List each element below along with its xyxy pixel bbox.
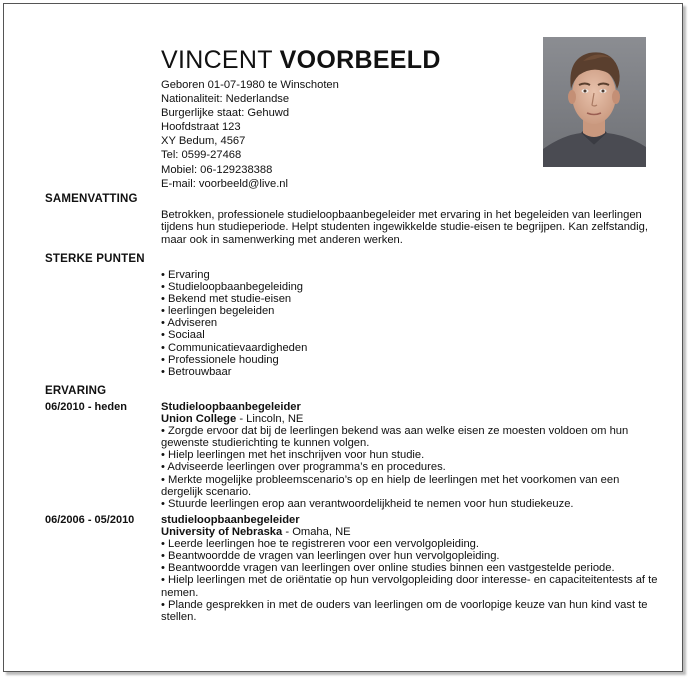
list-item: • Professionele houding [161, 353, 279, 366]
strengths-heading: STERKE PUNTEN [45, 253, 145, 265]
job-title: studieloopbaanbegeleider [161, 514, 300, 526]
list-item: • Zorgde ervoor dat bij de leerlingen bekend was aan welke eisen ze moesten voldoen om hun gewenste studierichting te kunnen volgen. [161, 425, 629, 450]
contact-line: Tel: 0599-27468 [161, 149, 242, 162]
candidate-name [161, 46, 441, 75]
job-location: - Omaha, NE [282, 526, 351, 539]
list-item: • Communicatievaardigheden [161, 341, 308, 354]
job-entry [161, 401, 661, 510]
list-item: • Hielp leerlingen met het inschrijven voor hun studie. [161, 449, 425, 462]
list-item: • Stuurde leerlingen erop aan verantwoordelijkheid te nemen voor hun studiekeuze. [161, 497, 574, 510]
list-item: • Plande gesprekken in met de ouders van leerlingen om de voorlopige keuze van hun kind vast te stellen. [161, 598, 648, 623]
list-item: • Studieloopbaanbegeleiding [161, 281, 304, 294]
job-employer: University of Nebraska [161, 526, 283, 539]
job-bullets [161, 425, 661, 510]
profile-photo [543, 37, 646, 167]
contact-line: Burgerlijke staat: Gehuwd [161, 107, 290, 120]
list-item: • Hielp leerlingen met de oriëntatie op hun vervolgopleiding door interesse- en capaciteitentests af te nemen. [161, 574, 658, 599]
list-item: • Adviseren [161, 317, 218, 330]
contact-details [161, 78, 339, 191]
resume-page [3, 3, 683, 672]
list-item: • Beantwoordde vragen van leerlingen over online studies binnen een vastgestelde periode. [161, 562, 615, 575]
list-item: • Merkte mogelijke probleemscenario’s op en hielp de leerlingen met het voorkomen van een dergelijk scenario. [161, 473, 620, 498]
job-employer-line [161, 413, 661, 425]
first-name: VINCENT [161, 46, 273, 74]
contact-line: Hoofdstraat 123 [161, 121, 241, 134]
summary-text: Betrokken, professionele studieloopbaanbegeleider met ervaring in het begeleiden van leerlingen tijdens hun studieperiode. Helpt studenten ingewikkelde studie-eisen te begrijpen. Kan zelfstandig, maar ook in samenwerking met anderen werken. [161, 209, 648, 246]
experience-heading: ERVARING [45, 385, 107, 397]
list-item: • leerlingen begeleiden [161, 305, 275, 318]
job-employer-line [161, 526, 661, 538]
contact-line: Mobiel: 06-129238388 [161, 163, 273, 176]
list-item: • Beantwoordde de vragen van leerlingen over hun vervolgopleiding. [161, 550, 500, 563]
list-item: • Bekend met studie-eisen [161, 293, 292, 306]
contact-line: Nationaliteit: Nederlandse [161, 93, 290, 106]
list-item: • Ervaring [161, 269, 210, 281]
job-bullets [161, 538, 661, 623]
contact-line: XY Bedum, 4567 [161, 135, 246, 148]
job-title: Studieloopbaanbegeleider [161, 401, 301, 413]
list-item: • Leerde leerlingen hoe te registreren voor een vervolgopleiding. [161, 538, 479, 551]
job-employer: Union College [161, 413, 237, 426]
contact-line: Geboren 01-07-1980 te Winschoten [161, 79, 339, 91]
job-date: 06/2010 - heden [45, 401, 127, 413]
last-name: VOORBEELD [279, 46, 441, 74]
list-item: • Adviseerde leerlingen over programma’s en procedures. [161, 461, 446, 474]
strengths-list [161, 269, 307, 378]
list-item: • Betrouwbaar [161, 365, 232, 378]
job-entry [161, 514, 661, 623]
job-date: 06/2006 - 05/2010 [45, 514, 135, 526]
summary-heading: SAMENVATTING [45, 193, 138, 205]
job-location: - Lincoln, NE [236, 413, 304, 426]
contact-line: E-mail: voorbeeld@live.nl [161, 177, 289, 190]
list-item: • Sociaal [161, 329, 205, 342]
